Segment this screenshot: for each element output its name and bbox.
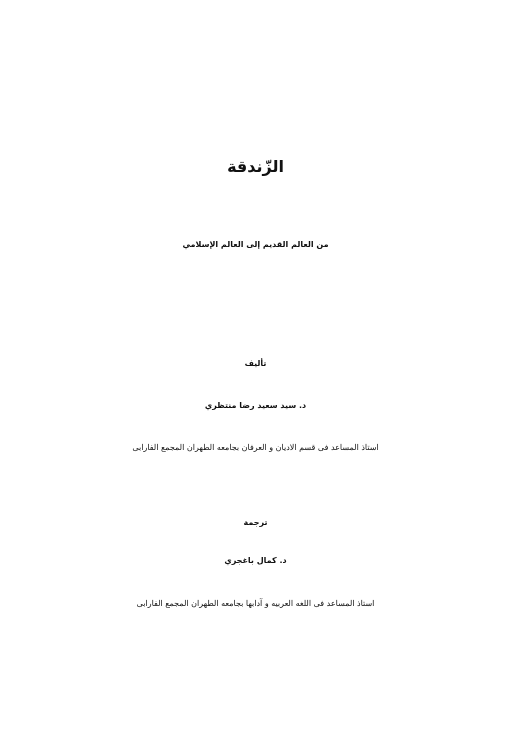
translator-heading: ترجمة [243,518,268,527]
translator-affiliation: استاذ المساعد فی اللغه العربیه و آدابها بجامعه الطهران المجمع الفارابی [136,599,375,608]
translator-name: د. كمال باغجري [224,556,287,565]
book-title: الزّندقة [227,157,284,176]
author-heading: تأليف [244,359,267,368]
author-name: د. سيد سعيد رضا منتظري [204,401,307,410]
author-affiliation: استاذ المساعد فی قسم الادیان و العرفان بجامعه الطهران المجمع الفارابی [132,443,379,452]
book-subtitle: من العالم القديم إلى العالم الإسلامي [182,240,329,249]
